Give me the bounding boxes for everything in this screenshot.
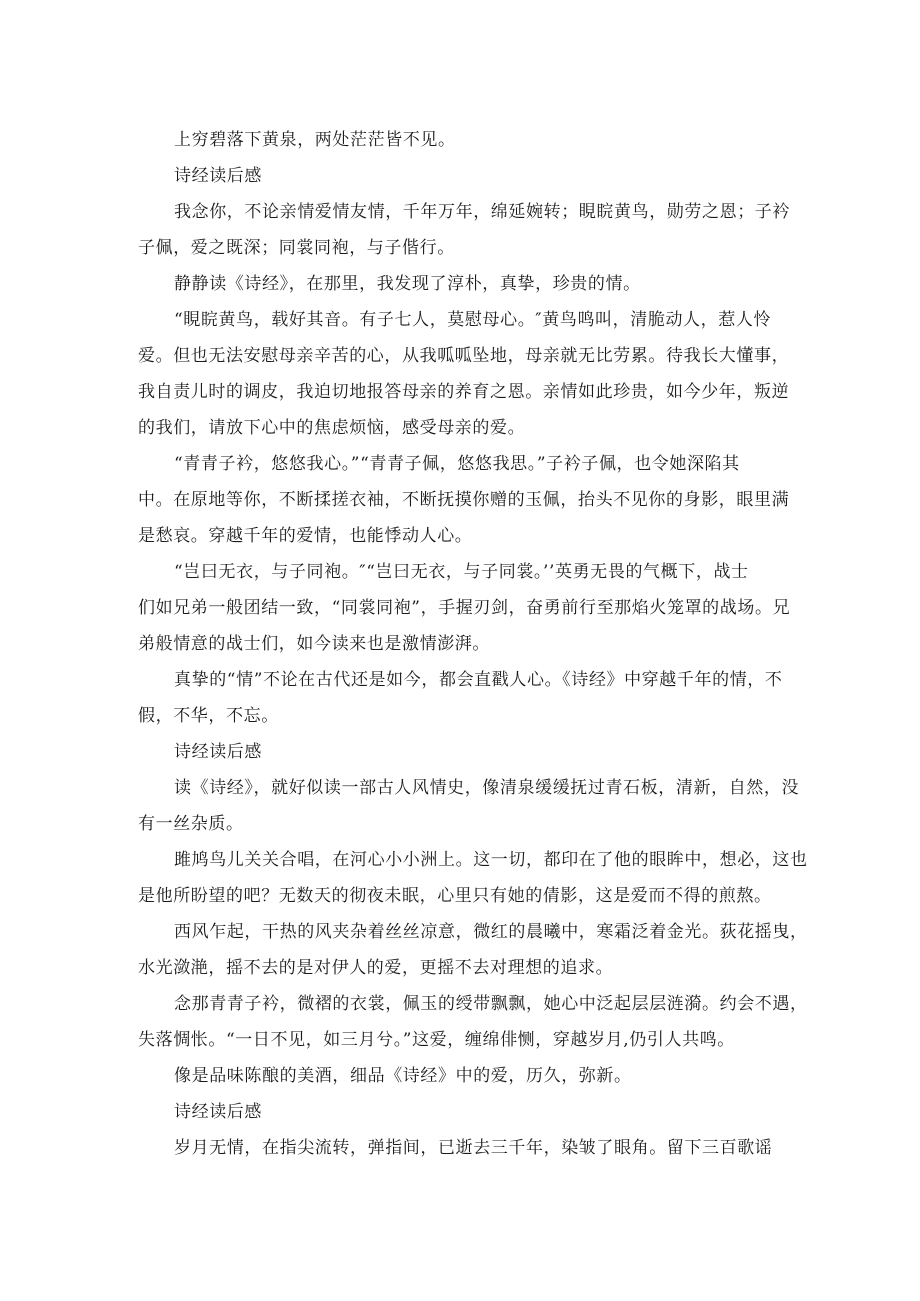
text-line: “青青子衿，悠悠我心。”“青青子佩，悠悠我思。”子衿子佩，也令她深陷其 — [174, 454, 740, 474]
section-heading: 诗经读后感 — [174, 1102, 262, 1122]
section-heading: 诗经读后感 — [174, 166, 262, 186]
text-line: 有一丝杂质。 — [138, 814, 244, 834]
text-line: 假，不华，不忘。 — [138, 706, 279, 726]
text-line: 失落惆怅。“一日不见，如三月兮。”这爱，缠绵俳恻，穿越岁月,仍引人共鸣。 — [138, 1030, 735, 1050]
text-line: 弟般情意的战士们，如今读来也是激情澎湃。 — [138, 634, 490, 654]
text-line: 们如兄弟一般团结一致，“同裳同袍”，手握刃剑，奋勇前行至那焰火笼罩的战场。兄 — [138, 598, 791, 618]
text-line: “岂曰无衣，与子同袍。″“岂曰无衣，与子同裳。’’英勇无畏的气概下，战士 — [174, 562, 749, 582]
text-line: 念那青青子衿，微褶的衣裳，佩玉的绶带飘飘，她心中泛起层层涟漪。约会不遇， — [174, 994, 808, 1014]
text-line: 像是品味陈酿的美酒，细品《诗经》中的爱，历久，弥新。 — [174, 1066, 632, 1086]
text-line: 子佩，爱之既深；同裳同袍，与子偕行。 — [138, 238, 455, 258]
text-line: 读《诗经》，就好似读一部古人风情史，像清泉缓缓抚过青石板，清新，自然，没 — [174, 778, 800, 798]
text-line: 的我们，请放下心中的焦虑烦恼，感受母亲的爱。 — [138, 418, 526, 438]
text-line: 是愁哀。穿越千年的爱情，也能悸动人心。 — [138, 526, 473, 546]
text-line: “睍睆黄鸟，载好其音。有子七人，莫慰母心。″黄鸟鸣叫，清脆动人，惹人怜 — [174, 310, 772, 330]
section-heading: 诗经读后感 — [174, 742, 262, 762]
text-line: 我自责儿时的调皮，我迫切地报答母亲的养育之恩。亲情如此珍贵，如今少年，叛逆 — [138, 382, 790, 402]
text-line: 西风乍起，干热的风夹杂着丝丝凉意，微红的晨曦中，寒霜泛着金光。荻花摇曳， — [174, 922, 808, 942]
text-line: 爱。但也无法安慰母亲辛苦的心，从我呱呱坠地，母亲就无比劳累。待我长大懂事， — [138, 346, 790, 366]
text-line: 岁月无情，在指尖流转，弹指间，已逝去三千年，染皱了眼角。留下三百歌谣 — [174, 1138, 773, 1158]
text-line: 上穷碧落下黄泉，两处茫茫皆不见。 — [174, 130, 456, 150]
text-line: 水光潋滟，摇不去的是对伊人的爱，更摇不去对理想的追求。 — [138, 958, 614, 978]
text-line: 是他所盼望的吧？无数天的彻夜未眠，心里只有她的倩影，这是爱而不得的煎熬。 — [138, 886, 772, 906]
text-line: 真挚的“情”不论在古代还是如今，都会直戳人心。《诗经》中穿越千年的情，不 — [174, 670, 783, 690]
text-line: 我念你，不论亲情爱情友情，千年万年，绵延婉转；睍睆黄鸟，勋劳之恩；子衿 — [174, 202, 790, 222]
text-line: 中。在原地等你，不断揉搓衣袖，不断抚摸你赠的玉佩，抬头不见你的身影，眼里满 — [138, 490, 790, 510]
text-line: 静静读《诗经》，在那里，我发现了淳朴，真挚，珍贵的情。 — [174, 274, 641, 294]
text-line: 雎鸠鸟儿关关合唱，在河心小小洲上。这一切，都印在了他的眼眸中，想必，这也 — [174, 850, 808, 870]
